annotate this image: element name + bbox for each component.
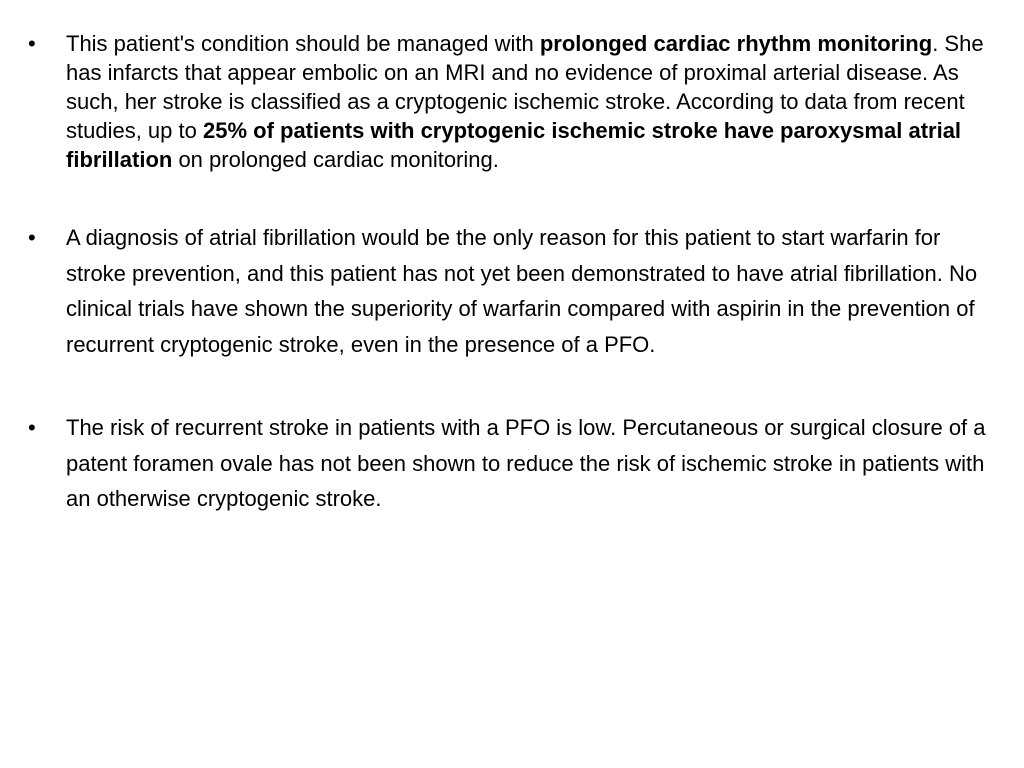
bullet-text xyxy=(66,31,984,172)
bullet-marker: • xyxy=(28,31,36,56)
text-segment: This patient's condition should be managed with xyxy=(66,31,540,56)
bullet-list xyxy=(28,29,1004,517)
text-segment: The risk of recurrent stroke in patients with a PFO is low. Percutaneous or surgical closure of a patent foramen ovale has not been shown to reduce the risk of ischemic stroke in patients with an otherwise cryptogenic stroke. xyxy=(66,415,986,511)
bullet-item-monitoring xyxy=(28,29,1004,174)
bullet-item-pfo-closure xyxy=(28,410,1004,517)
text-segment: . She has infarcts that appear embolic on an MRI and no evidence of proximal arterial disease. As such, her stroke is classified as a cryptogenic ischemic stroke. According to data from recent studies, up to xyxy=(66,31,984,143)
bullet-item-warfarin xyxy=(28,220,1004,362)
bullet-marker: • xyxy=(28,225,36,250)
bullet-text xyxy=(66,225,977,357)
text-segment: A diagnosis of atrial fibrillation would be the only reason for this patient to start warfarin for stroke prevention, and this patient has not yet been demonstrated to have atrial fibrillation. No clinical trials have shown the superiority of warfarin compared with aspirin in the prevention of recurrent cryptogenic stroke, even in the presence of a PFO. xyxy=(66,225,978,357)
emphasis-text: prolonged cardiac rhythm monitoring xyxy=(539,31,933,56)
text-segment: on prolonged cardiac monitoring. xyxy=(172,147,499,172)
bullet-marker: • xyxy=(28,415,36,440)
emphasis-text: 25% of patients with cryptogenic ischemic stroke have paroxysmal atrial fibrillation xyxy=(66,118,962,172)
bullet-text xyxy=(66,415,986,511)
